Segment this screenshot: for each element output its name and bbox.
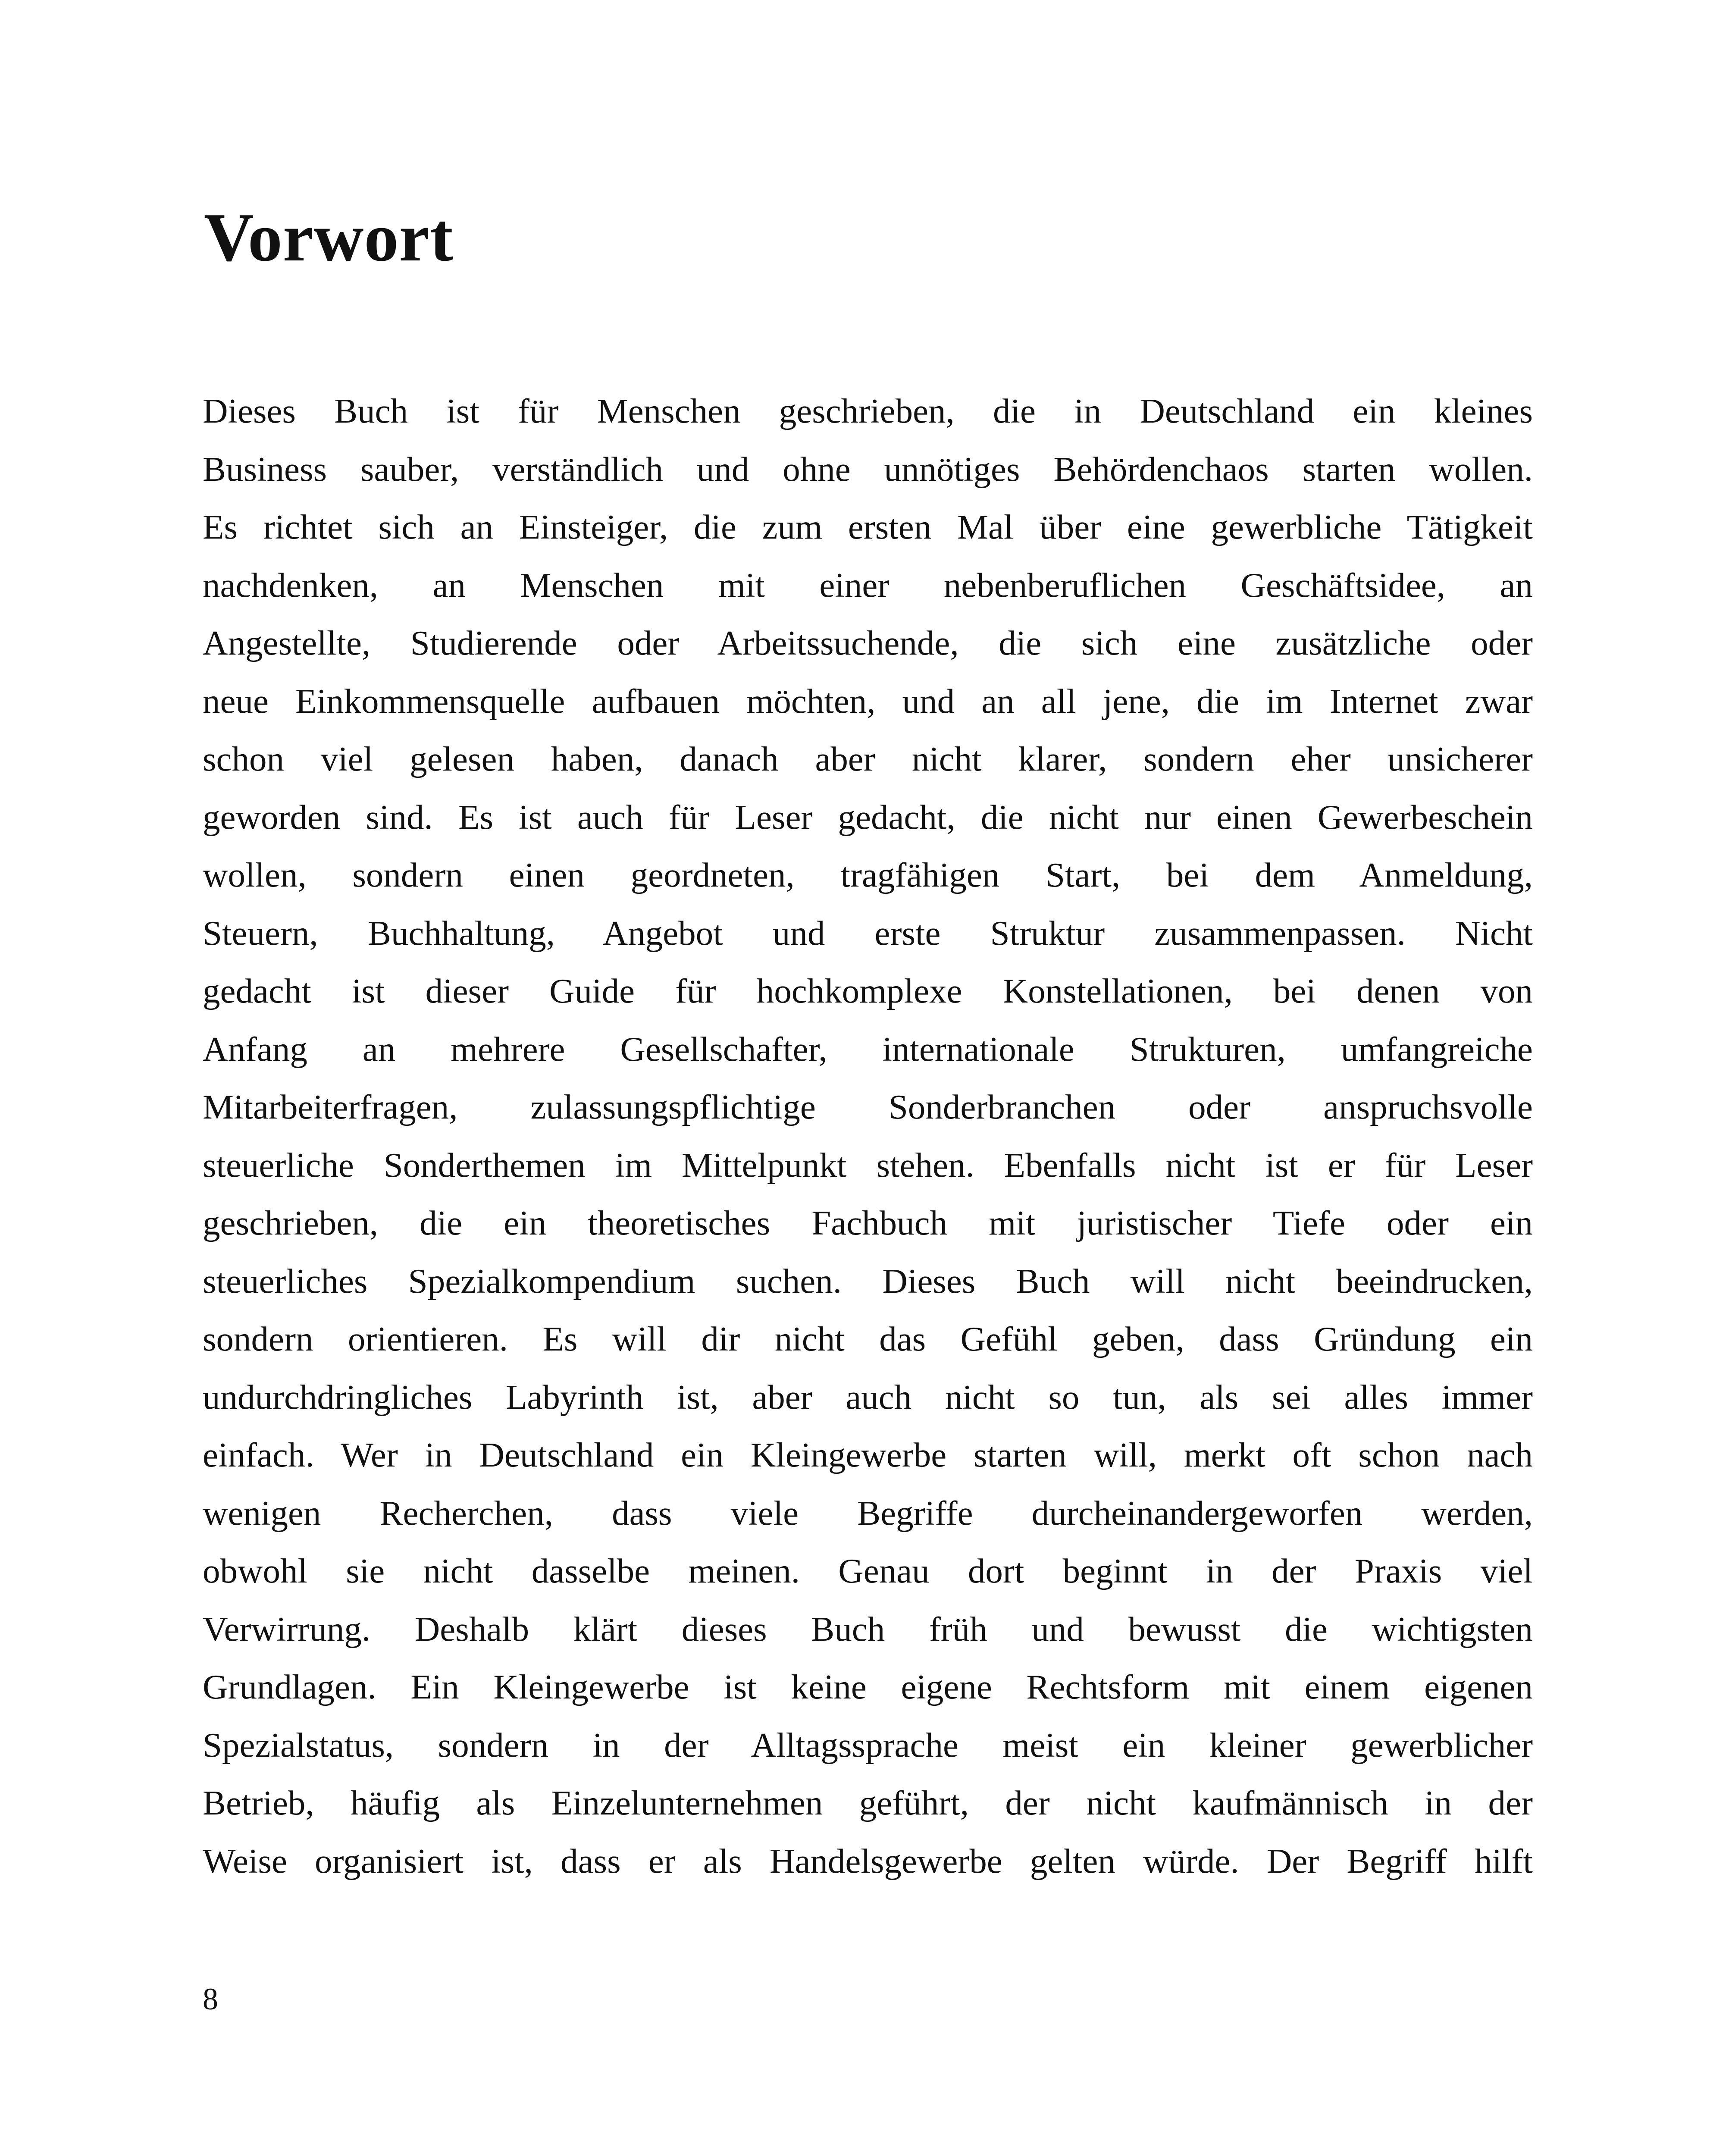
text-line: nachdenken, an Menschen mit einer nebenberuflichen Geschäftsidee, an xyxy=(203,565,1533,605)
text-line: Es richtet sich an Einsteiger, die zum ersten Mal über eine gewerbliche Tätigkeit xyxy=(203,508,1533,546)
text-line: neue Einkommensquelle aufbauen möchten, und an all jene, die im Internet zwar xyxy=(203,681,1533,721)
text-line: Steuern, Buchhaltung, Angebot und erste Struktur zusammenpassen. Nicht xyxy=(203,913,1533,953)
text-line: wollen, sondern einen geordneten, tragfähigen Start, bei dem Anmeldung, xyxy=(203,856,1533,894)
body-text xyxy=(203,382,1533,1890)
text-line: obwohl sie nicht dasselbe meinen. Genau dort beginnt in der Praxis viel xyxy=(203,1551,1533,1590)
page-number: 8 xyxy=(203,1982,218,2016)
text-line: Verwirrung. Deshalb klärt dieses Buch früh und bewusst die wichtigsten xyxy=(203,1609,1533,1648)
text-line: Betrieb, häufig als Einzelunternehmen geführt, der nicht kaufmännisch in der xyxy=(203,1783,1533,1822)
text-line: geworden sind. Es ist auch für Leser gedacht, die nicht nur einen Gewerbeschein xyxy=(203,797,1533,837)
text-line: Spezialstatus, sondern in der Alltagssprache meist ein kleiner gewerblicher xyxy=(203,1725,1533,1764)
text-line: Weise organisiert ist, dass er als Handelsgewerbe gelten würde. Der Begriff hilft xyxy=(203,1841,1533,1880)
text-line: schon viel gelesen haben, danach aber nicht klarer, sondern eher unsicherer xyxy=(203,740,1533,778)
text-line: undurchdringliches Labyrinth ist, aber auch nicht so tun, als sei alles immer xyxy=(203,1377,1533,1416)
text-line: steuerliches Spezialkompendium suchen. Dieses Buch will nicht beeindrucken, xyxy=(203,1261,1533,1300)
text-line: wenigen Recherchen, dass viele Begriffe durcheinandergeworfen werden, xyxy=(203,1493,1533,1532)
text-line: Anfang an mehrere Gesellschafter, internationale Strukturen, umfangreiche xyxy=(203,1029,1533,1069)
chapter-title: Vorwort xyxy=(204,199,454,276)
text-line: gedacht ist dieser Guide für hochkomplexe Konstellationen, bei denen von xyxy=(203,971,1533,1010)
text-line: Mitarbeiterfragen, zulassungspflichtige Sonderbranchen oder anspruchsvolle xyxy=(203,1087,1533,1126)
text-line: Grundlagen. Ein Kleingewerbe ist keine eigene Rechtsform mit einem eigenen xyxy=(203,1667,1533,1706)
text-line: Angestellte, Studierende oder Arbeitssuchende, die sich eine zusätzliche oder xyxy=(203,624,1533,662)
text-line: sondern orientieren. Es will dir nicht das Gefühl geben, dass Gründung ein xyxy=(203,1319,1533,1358)
text-line: steuerliche Sonderthemen im Mittelpunkt stehen. Ebenfalls nicht ist er für Leser xyxy=(203,1145,1533,1185)
text-line: einfach. Wer in Deutschland ein Kleingewerbe starten will, merkt oft schon nach xyxy=(203,1435,1533,1474)
text-line: Dieses Buch ist für Menschen geschrieben, die in Deutschland ein kleines xyxy=(203,392,1533,430)
text-line: geschrieben, die ein theoretisches Fachbuch mit juristischer Tiefe oder ein xyxy=(203,1203,1533,1242)
text-line: Business sauber, verständlich und ohne unnötiges Behördenchaos starten wollen. xyxy=(203,449,1533,489)
